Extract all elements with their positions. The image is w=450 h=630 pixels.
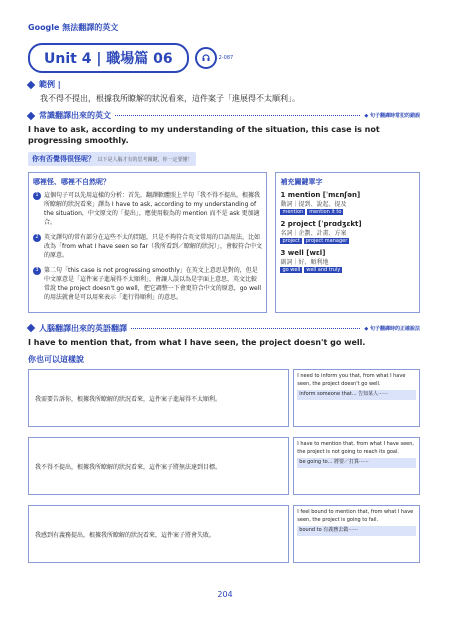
example-chinese: 我不得不提出，根據我所瞭解的狀況看來，這件案子「進展得不太順利」。 (40, 94, 300, 103)
vocab-item: 1 mention [ˈmɛnʃən] 動詞｜提到、說起、提及 mention mention it to (280, 191, 361, 216)
correct-heading: 人腦翻譯出來的英語翻譯 ◆ 句子翻譯時的正確說法 (28, 323, 420, 334)
table-row: 我需要告訴你，根據我所瞭解的狀況看來，這件案子進展得不太順利。 I need to inform you that, from what I have seen, the project doesn't go well. inform someone that... 告知某人⋯⋯ (28, 369, 420, 427)
literal-heading: 常識翻譯出來的英文 ◆ 句子翻譯時常犯的錯誤 (28, 110, 420, 121)
running-header: Google 無法翻譯的英文 (28, 23, 119, 32)
analysis-section (28, 172, 420, 313)
vocab-title: 補充關鍵單字 (280, 178, 323, 187)
page (28, 22, 420, 573)
analysis-item: 3 第二句「this case is not progressing smoothly」在英文上意思是對的，但是中文原意是「這件案子進展得不太順利」，會讓人誤以為是字面上意思，英文比較常說 the project doesn't go well，把它調整一下會更符合中文的原意，go well 的用法就會是可以用來表示「進行得順利」的意思。 (33, 266, 262, 302)
page-number: 204 (217, 590, 233, 599)
audio-icon[interactable] (195, 47, 217, 69)
analysis-title: 哪裡怪、哪裡不自然呢？ (33, 178, 110, 187)
correct-english: I have to mention that, from what I have seen, the project doesn't go well. (28, 337, 366, 347)
literal-english: I have to ask, according to my understanding of the situation, this case is not progressing smoothly. (28, 125, 380, 146)
analysis-box (28, 172, 267, 313)
diamond-icon (27, 324, 35, 332)
vocab-item: 3 well [wɛl] 副詞｜好、順利地 go well well and truly (280, 249, 341, 274)
table-row: 我感到有義務提出，根據我所瞭解的狀況看來，這件案子將會失敗。 I feel bound to mention that, from what I have seen, the project is going to fail. bound to 有義務去做⋯⋯ (28, 505, 420, 563)
analysis-item: 2 英文譯句的常有部分在這些不太的問題，只是不夠符合英文常用的口語用法，比如改為「from what I have seen so far（我所看到／瞭解的狀況）」，會較符合中文的原意。 (33, 233, 262, 260)
analysis-item: 1 這個句子可以先用這樣的分析：首先，翻譯軟體照上半句「我不得不提出，根據我所瞭解的狀況看來」譯為 I have to ask, according to my understanding of the situation，中文原文的「提出」，應使用較為的 mention 而不是 ask 更加適合。 (33, 191, 262, 227)
example-heading: 範例 | (28, 79, 420, 90)
vocab-item: 2 project [ˈprɑdʒɛkt] 名詞｜企劃、計畫、方案 project project manager (280, 220, 362, 245)
track-number: 2-087 (218, 55, 234, 61)
unit-title: Unit 4 | 職場篇 06 (28, 43, 189, 73)
unit-heading (28, 43, 420, 73)
table-row: 我不得不提出，根據我所瞭解的狀況看來，這件案子將無法達到目標。 I have to mention that, from what I have seen, the project is not going to reach its goal. be going to... 將要／打算⋯⋯ (28, 437, 420, 495)
diamond-icon (27, 111, 35, 119)
diamond-icon (27, 80, 35, 88)
alternatives-title: 你也可以這樣說 (28, 355, 84, 365)
vocab-box (275, 172, 420, 313)
question-bubble: 你有否覺得很怪呢？ 以下是人腦才有的思考關鍵，你一定要懂！ (28, 152, 196, 166)
alternatives-table (28, 369, 420, 563)
